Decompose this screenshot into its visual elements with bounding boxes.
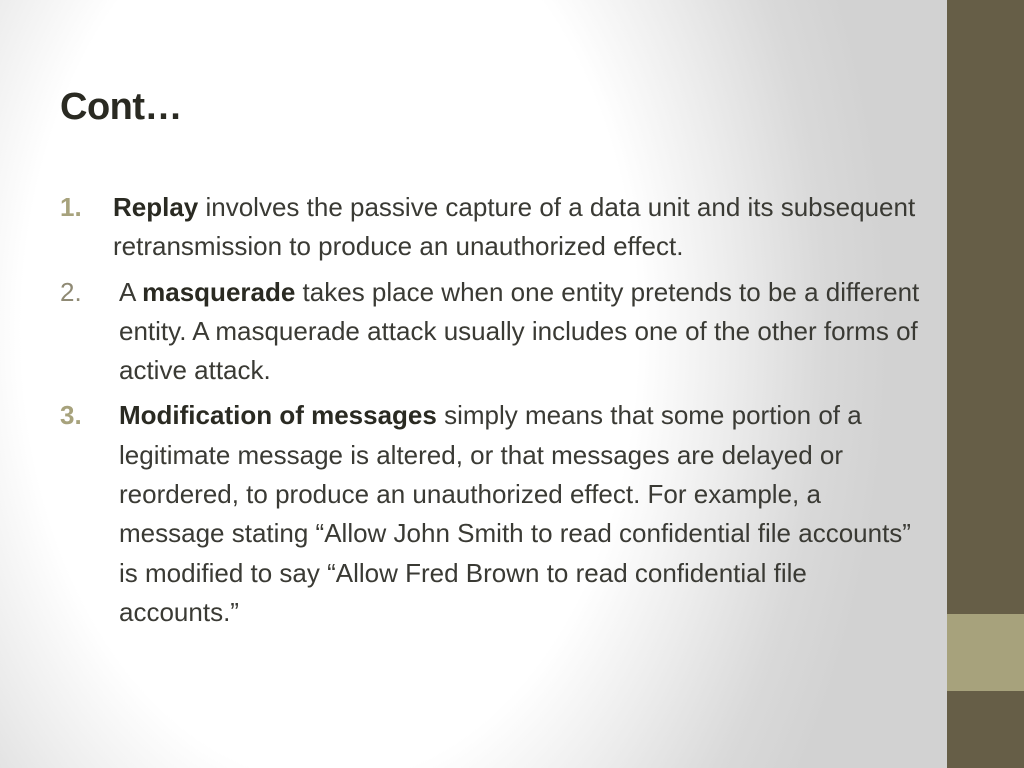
list-item [60,396,920,632]
list-number: 2. [60,276,82,307]
list-number: 1. [60,192,82,222]
bullet-list [60,188,920,638]
list-item-prefix: A [119,276,143,307]
list-item [60,273,920,391]
list-number: 3. [60,400,82,431]
list-item-text [60,188,920,267]
slide-title: Cont… [60,86,183,128]
list-item-text [60,273,920,391]
decorative-sidebar-accent [947,614,1024,691]
list-item-term: Modification of messages [119,400,437,431]
list-item-term: Replay [113,192,199,222]
list-item-term: masquerade [142,276,296,307]
list-item-text [60,396,920,632]
list-item [60,188,920,267]
list-item-body: involves the passive capture of a data unit and its subsequent retransmission to produce an unauthorized effect. [113,192,916,262]
list-item-body: simply means that some portion of a legitimate message is altered, or that messages are delayed or reordered, to produce an unauthorized effect. For example, a message stating “Allow John Smith to read confidential file accounts” is modified to say “Allow Fred Brown to read confidential file accounts.” [119,400,911,627]
list-item-body: takes place when one entity pretends to be a different entity. A masquerade attack usually includes one of the other forms of active attack. [119,276,920,386]
